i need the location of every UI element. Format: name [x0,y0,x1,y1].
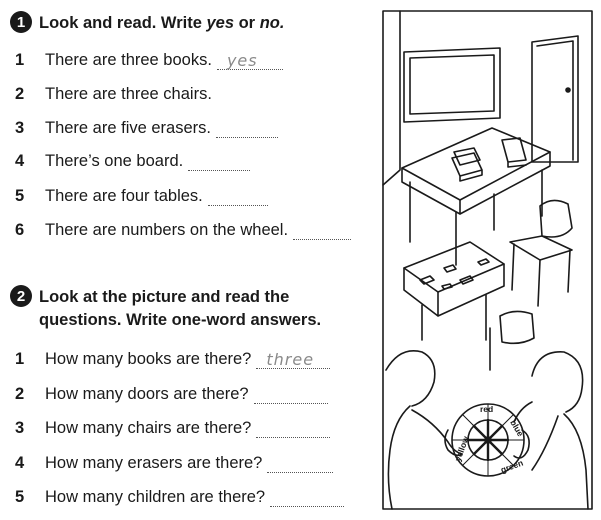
question-text: How many children are there? [45,488,266,506]
wall-corner [383,11,400,185]
exercise-1-item-5: 5 There are four tables. [15,184,268,206]
exercise-2-title: Look at the picture and read the questions. Write one-word answers. [39,288,322,329]
answer-text: yes [226,51,258,70]
exercise-1-title: Look and read. Write yes or no. [39,14,285,32]
question-text: There are three books. [45,51,212,69]
door [532,36,578,162]
exercise-1-item-6: 6 There are numbers on the wheel. [15,218,351,240]
exercise-2-item-4: 4 How many erasers are there? [15,451,333,473]
exercise-2-header [10,286,321,332]
wheel-word: red [480,404,494,414]
exercise-2-item-2: 2 How many doors are there? [15,382,328,404]
question-text: There are three chairs. [45,85,212,103]
question-text: There are four tables. [45,187,203,205]
exercise-2-item-5: 5 How many children are there? [15,485,344,507]
question-text: How many books are there? [45,350,252,368]
answer-text: three [266,350,315,369]
question-text: There’s one board. [45,152,184,170]
answer-blank[interactable] [188,154,250,171]
answer-blank[interactable] [256,352,330,369]
question-text: There are five erasers. [45,119,211,137]
answer-blank[interactable] [254,387,328,404]
chair-right [510,200,572,306]
exercise-1-header [10,12,284,35]
front-desk [404,242,504,340]
exercise-1-item-3: 3 There are five erasers. [15,116,278,138]
child-left [386,351,462,509]
classroom-illustration [382,10,593,510]
answer-blank[interactable] [267,456,333,473]
exercise-number-badge: 1 [10,11,32,33]
answer-blank[interactable] [216,121,278,138]
exercise-1-item-1: 1 There are three books. yes [15,48,283,70]
back-table [402,128,550,265]
exercise-1-item-2: 2 There are three chairs. [15,85,212,103]
answer-blank[interactable] [217,53,283,70]
question-text: How many chairs are there? [45,419,252,437]
books [452,138,526,181]
question-text: How many doors are there? [45,385,249,403]
question-text: How many erasers are there? [45,454,263,472]
exercise-2-item-3: 3 How many chairs are there? [15,416,330,438]
wheel-word: green [499,457,525,475]
wheel-word: yellow [452,434,471,463]
answer-blank[interactable] [270,490,344,507]
chair-front [490,311,534,370]
question-text: There are numbers on the wheel. [45,221,289,239]
answer-blank[interactable] [208,189,268,206]
answer-blank[interactable] [256,421,330,438]
board [404,48,500,122]
exercise-2-item-1: 1 How many books are there? three [15,347,330,369]
exercise-1-item-4: 4 There’s one board. [15,149,250,171]
answer-blank[interactable] [293,223,351,240]
wheel-word: blue [508,418,526,439]
exercise-number-badge: 2 [10,285,32,307]
